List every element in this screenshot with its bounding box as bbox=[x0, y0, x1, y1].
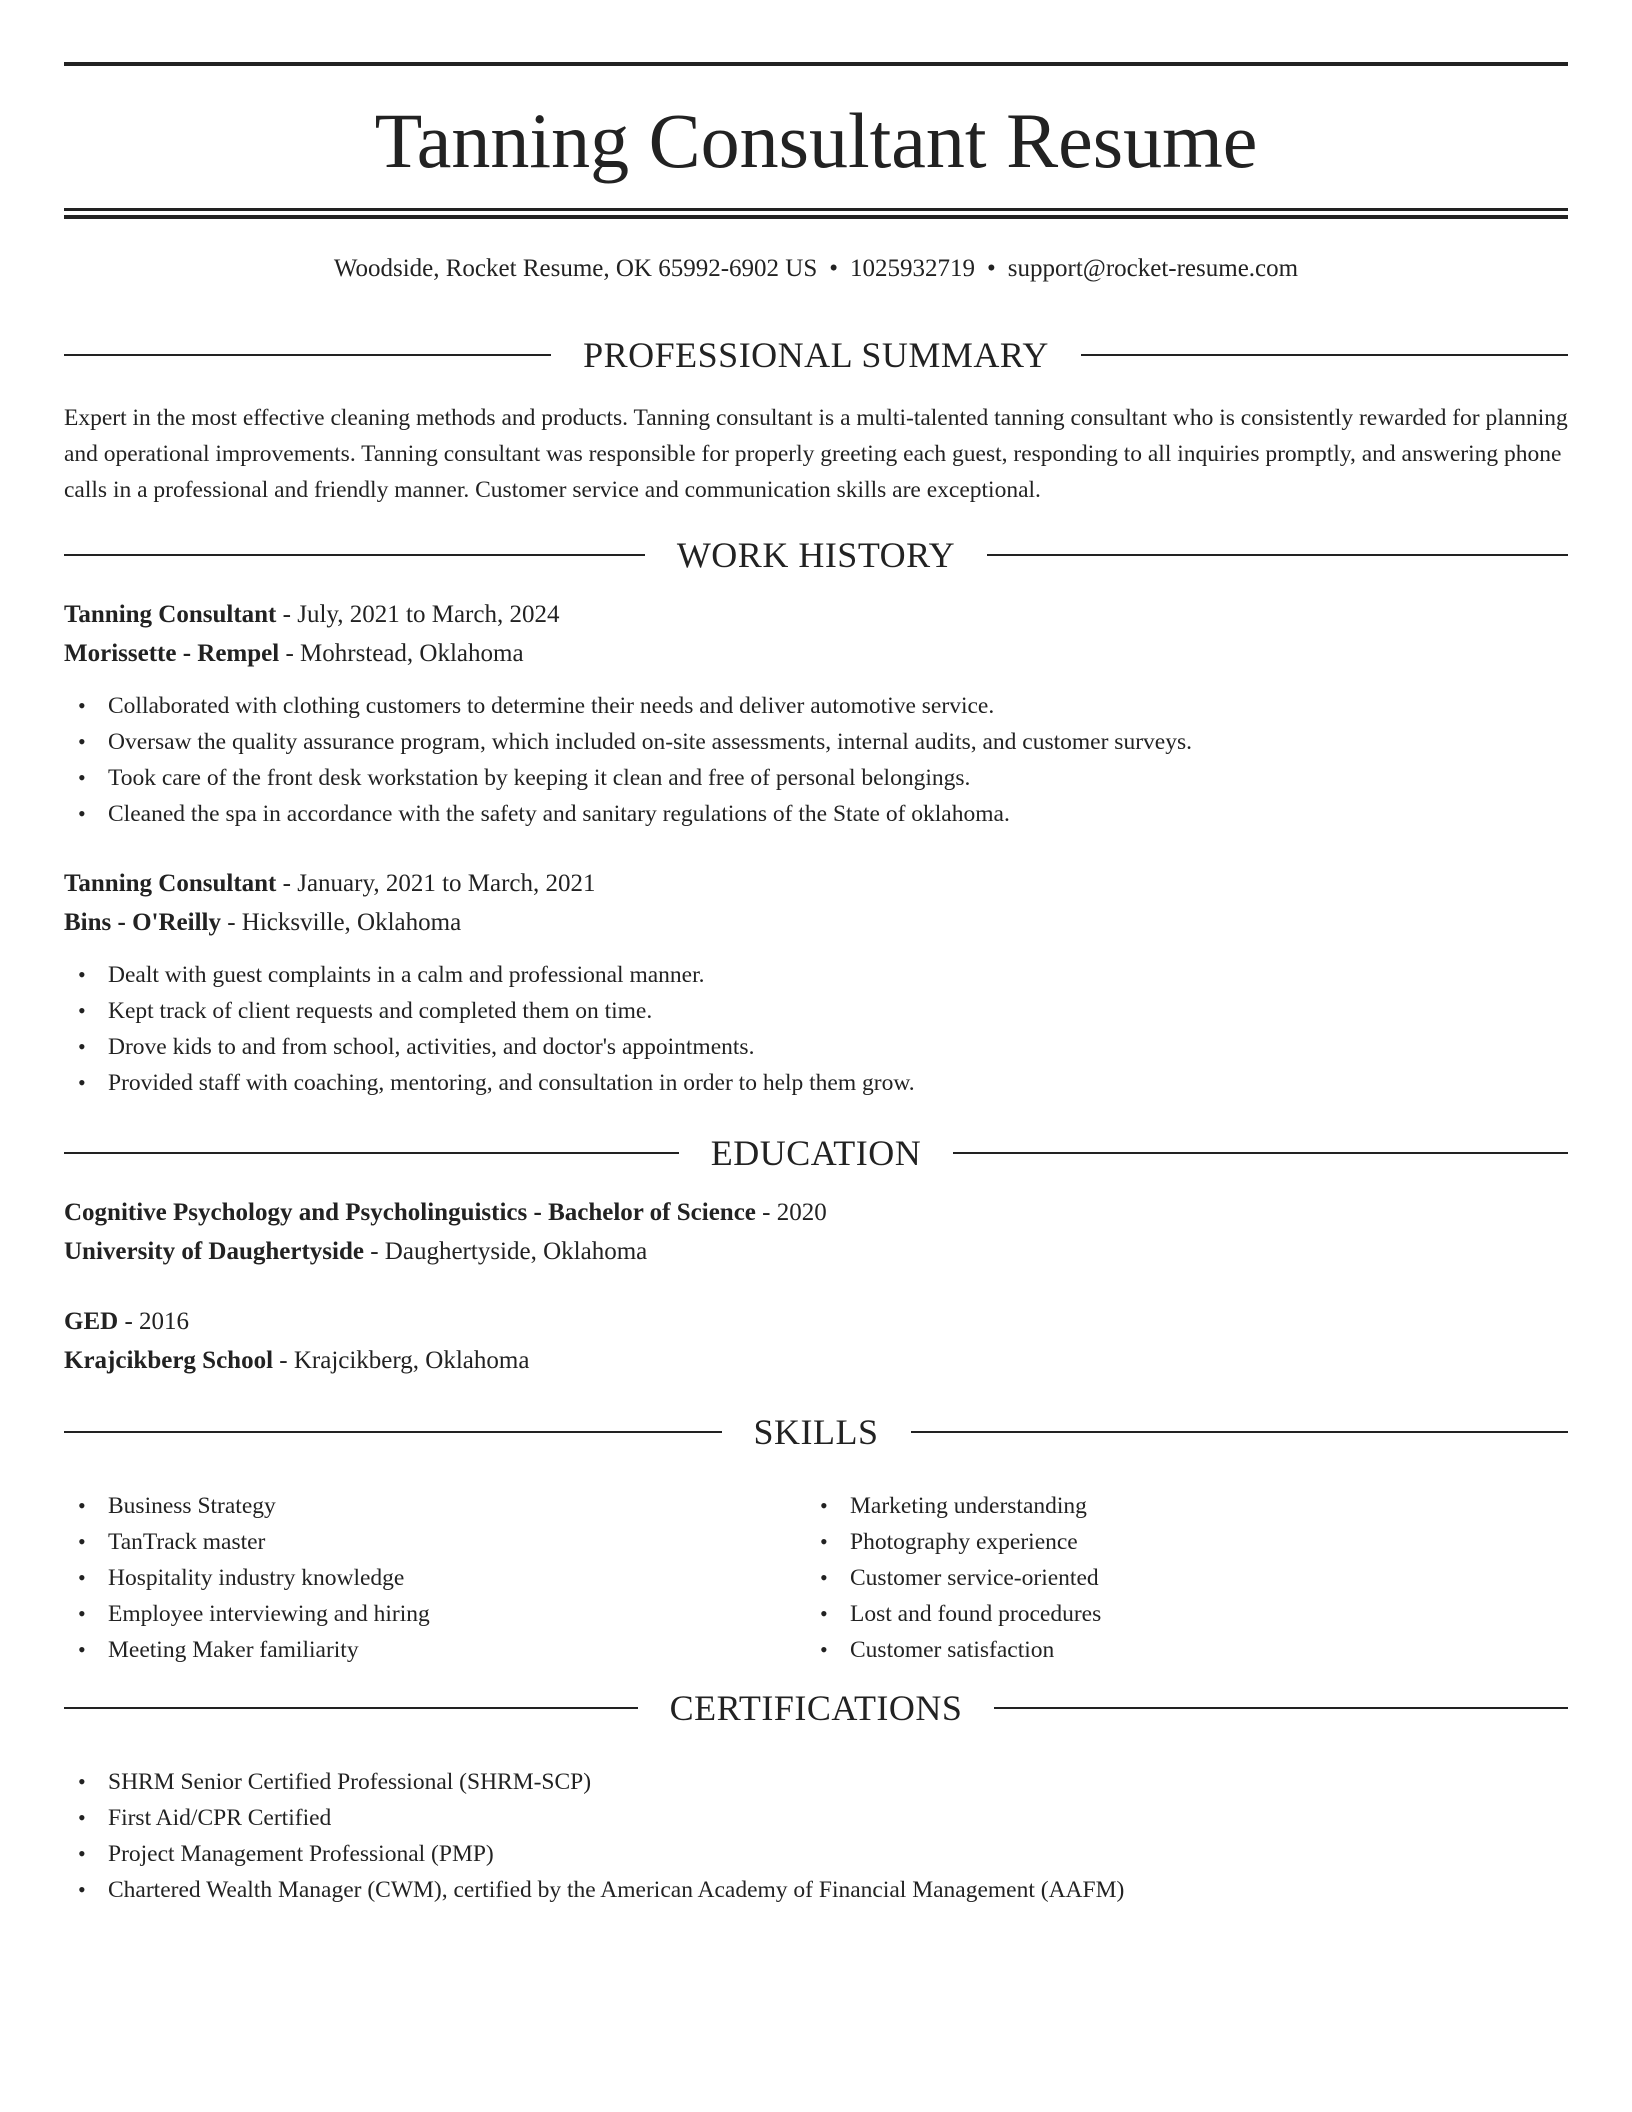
list-item: • SHRM Senior Certified Professional (SHRM-SCP) bbox=[64, 1764, 1564, 1800]
contact-email[interactable]: support@rocket-resume.com bbox=[1007, 255, 1299, 282]
list-item: • Project Management Professional (PMP) bbox=[64, 1836, 1564, 1872]
education-entry bbox=[64, 1302, 1568, 1380]
list-item: • Cleaned the spa in accordance with the safety and sanitary regulations of the State of oklahoma. bbox=[64, 796, 1564, 832]
company-name: Bins - O'Reilly bbox=[64, 909, 221, 936]
list-item: • First Aid/CPR Certified bbox=[64, 1800, 1564, 1836]
list-item: • Took care of the front desk workstation by keeping it clean and free of personal belongings. bbox=[64, 760, 1564, 796]
section-header-education bbox=[64, 1133, 1568, 1173]
section-title: SKILLS bbox=[753, 1412, 879, 1452]
contact-separator: • bbox=[829, 255, 839, 282]
list-item: • Customer satisfaction bbox=[806, 1632, 1548, 1668]
list-item: • Oversaw the quality assurance program, which included on-site assessments, internal audits, and customer surveys. bbox=[64, 724, 1564, 760]
school-name: Krajcikberg School bbox=[64, 1347, 274, 1374]
school-location: - Daughertyside, Oklahoma bbox=[363, 1238, 648, 1265]
section-title: CERTIFICATIONS bbox=[669, 1688, 963, 1728]
section-header-work bbox=[64, 535, 1568, 575]
company-name: Morissette - Rempel bbox=[64, 640, 280, 667]
list-item: • Lost and found procedures bbox=[806, 1596, 1548, 1632]
work-entry bbox=[64, 864, 1568, 942]
skills-list-right bbox=[806, 1488, 1548, 1668]
divider bbox=[64, 354, 551, 356]
divider bbox=[1081, 354, 1568, 356]
list-item: • Customer service-oriented bbox=[806, 1560, 1548, 1596]
list-item: • Hospitality industry knowledge bbox=[64, 1560, 806, 1596]
list-item: • TanTrack master bbox=[64, 1524, 806, 1560]
school-location: - Krajcikberg, Oklahoma bbox=[273, 1347, 530, 1374]
skills-list-left bbox=[64, 1488, 806, 1668]
skills-columns bbox=[64, 1488, 1568, 1668]
certifications-list bbox=[64, 1764, 1564, 1908]
degree-year: - 2016 bbox=[118, 1308, 190, 1335]
top-rule bbox=[64, 62, 1568, 66]
contact-separator: • bbox=[987, 255, 996, 282]
list-item: • Collaborated with clothing customers to determine their needs and deliver automotive service. bbox=[64, 688, 1564, 724]
job-dates: - July, 2021 to March, 2024 bbox=[276, 601, 560, 628]
list-item: • Drove kids to and from school, activities, and doctor's appointments. bbox=[64, 1029, 1564, 1065]
list-item: • Kept track of client requests and completed them on time. bbox=[64, 993, 1564, 1029]
divider bbox=[64, 554, 645, 556]
divider bbox=[987, 554, 1568, 556]
list-item: • Provided staff with coaching, mentoring, and consultation in order to help them grow. bbox=[64, 1065, 1564, 1101]
divider bbox=[64, 1152, 679, 1154]
section-title: PROFESSIONAL SUMMARY bbox=[583, 335, 1049, 375]
list-item: • Meeting Maker familiarity bbox=[64, 1632, 806, 1668]
work-bullets bbox=[64, 688, 1564, 832]
job-title: Tanning Consultant bbox=[64, 601, 277, 628]
work-entry bbox=[64, 595, 1568, 673]
divider bbox=[911, 1431, 1569, 1433]
section-header-skills bbox=[64, 1412, 1568, 1452]
list-item: • Chartered Wealth Manager (CWM), certified by the American Academy of Financial Management (AAFM) bbox=[64, 1872, 1564, 1908]
school-name: University of Daughertyside bbox=[64, 1238, 364, 1265]
section-title: EDUCATION bbox=[710, 1133, 922, 1173]
contact-line bbox=[64, 254, 1568, 284]
title-block bbox=[64, 62, 1568, 219]
divider bbox=[64, 1707, 638, 1709]
list-item: • Marketing understanding bbox=[806, 1488, 1548, 1524]
list-item: • Employee interviewing and hiring bbox=[64, 1596, 806, 1632]
list-item: • Dealt with guest complaints in a calm and professional manner. bbox=[64, 957, 1564, 993]
degree-year: - 2020 bbox=[755, 1199, 827, 1226]
section-title: WORK HISTORY bbox=[676, 535, 956, 575]
job-dates: - January, 2021 to March, 2021 bbox=[276, 870, 596, 897]
contact-phone: 1025932719 bbox=[850, 255, 976, 282]
list-item: • Business Strategy bbox=[64, 1488, 806, 1524]
degree: Cognitive Psychology and Psycholinguistics - Bachelor of Science bbox=[64, 1199, 756, 1226]
job-title: Tanning Consultant bbox=[64, 870, 277, 897]
title-double-rule bbox=[64, 208, 1568, 219]
contact-address: Woodside, Rocket Resume, OK 65992-6902 US bbox=[333, 255, 818, 282]
education-entry bbox=[64, 1193, 1568, 1271]
divider bbox=[953, 1152, 1568, 1154]
divider bbox=[994, 1707, 1568, 1709]
company-location: - Mohrstead, Oklahoma bbox=[279, 640, 524, 667]
summary-paragraph: Expert in the most effective cleaning methods and products. Tanning consultant is a multi-talented tanning consultant who is consistently rewarded for planning and operational improvements. Tanning consultant was responsible for properly greeting each guest, responding to all inquiries promptly, and answering phone calls in a professional and friendly manner. Customer service and communication skills are exceptional. bbox=[64, 405, 1568, 503]
section-header-summary bbox=[64, 335, 1568, 375]
work-bullets bbox=[64, 957, 1564, 1101]
company-location: - Hicksville, Oklahoma bbox=[220, 909, 462, 936]
divider bbox=[64, 1431, 722, 1433]
section-header-certifications bbox=[64, 1688, 1568, 1728]
list-item: • Photography experience bbox=[806, 1524, 1548, 1560]
degree: GED bbox=[64, 1308, 119, 1335]
page-title: Tanning Consultant Resume bbox=[374, 97, 1258, 184]
